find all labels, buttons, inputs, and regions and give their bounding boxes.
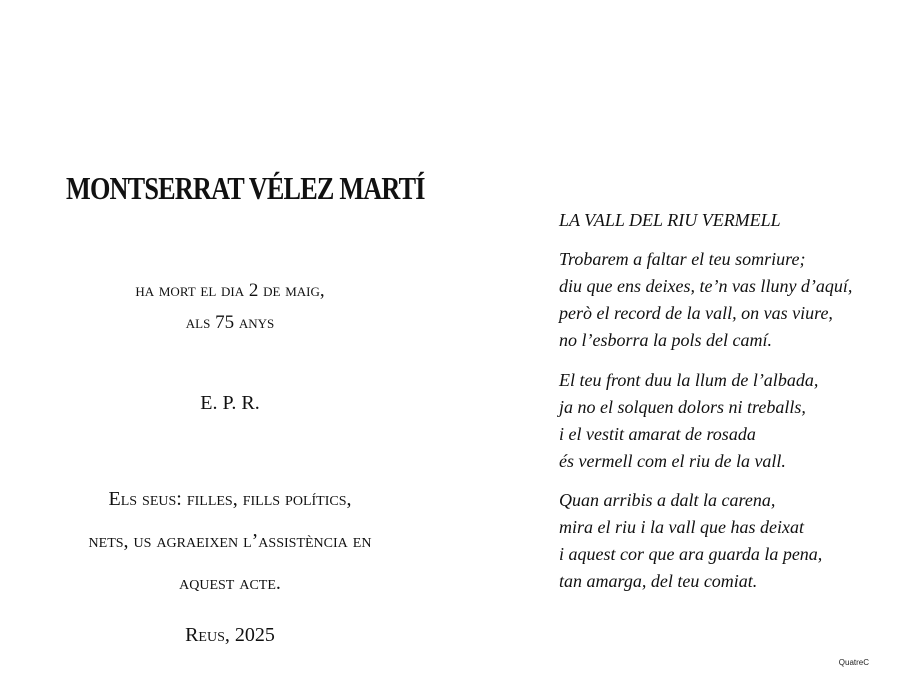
poem-column	[559, 0, 899, 697]
poem-line: El teu front duu la llum de l’albada,	[559, 370, 819, 390]
place-date: Reus, 2025	[185, 624, 275, 646]
poem-line: i el vestit amarat de rosada	[559, 424, 756, 444]
poem-line: tan amarga, del teu comiat.	[559, 571, 758, 591]
poem-line: Trobarem a faltar el teu somriure;	[559, 249, 806, 269]
family-line-1: Els seus: filles, fills polítics,	[108, 488, 352, 510]
poem-line: Quan arribis a dalt la carena,	[559, 490, 776, 510]
poem-title: LA VALL DEL RIU VERMELL	[559, 210, 781, 230]
obituary-column	[30, 0, 430, 697]
poem-line: i aquest cor que ara guarda la pena,	[559, 544, 823, 564]
poem-line: ja no el solquen dolors ni treballs,	[559, 397, 806, 417]
poem-stanza-2	[559, 367, 818, 475]
poem-line: diu que ens deixes, te’n vas lluny d’aquí,	[559, 276, 853, 296]
poem-stanza-3	[559, 487, 822, 595]
poem-stanza-1	[559, 246, 852, 354]
poem-line: és vermell com el riu de la vall.	[559, 451, 786, 471]
poem-line: no l’esborra la pols del camí.	[559, 330, 772, 350]
printer-credit: QuatreC	[838, 658, 869, 667]
epr-text: E. P. R.	[200, 392, 260, 414]
family-line-2: nets, us agraeixen l’assistència en	[88, 530, 372, 552]
deceased-name: MONTSERRAT VÉLEZ MARTÍ	[66, 170, 425, 206]
death-date-line: ha mort el dia 2 de maig,	[135, 280, 325, 301]
poem-line: mira el riu i la vall que has deixat	[559, 517, 804, 537]
family-line-3: aquest acte.	[179, 572, 281, 594]
age-line: als 75 anys	[185, 312, 275, 333]
poem-line: però el record de la vall, on vas viure,	[559, 303, 833, 323]
